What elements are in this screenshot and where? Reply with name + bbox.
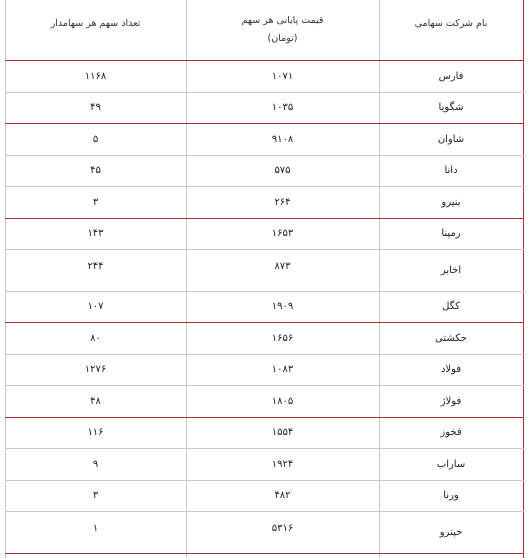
company-name-cell: بنیرو [441,196,461,208]
share-count-cell: ۳ [92,490,99,501]
final-price-cell: ۴۸۲ [274,490,291,501]
header-company-name [379,0,523,48]
company-name-cell: شگویا [438,102,464,113]
final-price-cell: ۱۶۵۳ [271,228,294,239]
share-count-cell: ۱ [92,522,99,534]
company-name-cell: حکشتی [435,332,467,344]
share-count-cell: ۵ [92,133,99,145]
final-price-cell: ۸۷۳ [274,260,291,272]
final-price-cell: ۱۹۰۹ [271,301,294,312]
company-name-cell: ساراب [436,458,466,470]
company-name-cell: شاوان [437,133,465,145]
share-count-cell: ۴۸ [90,395,101,407]
final-price-cell: ۵۳۱۶ [271,522,294,534]
final-price-cell: ۱۰۷۱ [271,70,294,82]
header-price-label: قیمت پایانی هر سهم [241,14,324,26]
final-price-cell: ۱۸۰۵ [271,395,294,407]
share-count-cell: ۸۰ [90,332,101,344]
header-final-price [186,0,379,60]
share-count-cell: ۴۹ [90,102,101,113]
share-count-cell: ۴۵ [90,165,101,176]
share-count-cell: ۱۲۷۶ [84,364,107,375]
row-divider [5,553,524,554]
company-name-cell: فولاد [440,364,462,375]
header-count-label: تعداد سهم هر سهامدار [50,17,141,29]
final-price-cell: ۵۷۵ [274,165,291,176]
share-count-cell: ۱۱۶ [87,427,104,438]
company-name-cell: فارس [438,70,464,82]
share-count-cell: ۱۴۳ [87,228,104,239]
company-name-cell: دانا [444,165,458,176]
final-price-cell: ۹۱۰۸ [271,133,294,145]
share-count-cell: ۱۰۷ [87,301,104,312]
final-price-cell: ۲۶۴ [274,196,291,208]
final-price-cell: ۱۵۵۴ [271,427,294,438]
company-name-cell: رمپنا [441,228,461,239]
share-count-cell: ۱۱۶۸ [84,70,107,82]
company-name-cell: کگل [442,301,460,312]
share-count-cell: ۲۴۴ [87,260,104,272]
table-border-right [523,0,524,558]
header-price-unit: (تومان) [267,33,298,44]
shares-table [5,0,524,558]
share-count-cell: ۳ [92,196,99,208]
company-name-cell: فخوز [440,427,462,438]
company-name-cell: ورنا [443,490,459,501]
final-price-cell: ۱۰۸۳ [271,364,294,375]
header-company-label: نام شرکت سهامی [414,17,488,29]
company-name-cell: فولاژ [440,395,462,407]
company-name-cell: حپترو [439,526,463,538]
header-share-count [5,0,186,48]
share-count-cell: ۹ [92,458,99,470]
company-name-cell: اخابر [440,264,462,276]
final-price-cell: ۱۶۵۶ [271,332,294,344]
final-price-cell: ۱۰۳۵ [271,102,294,113]
final-price-cell: ۱۹۲۴ [271,458,294,470]
